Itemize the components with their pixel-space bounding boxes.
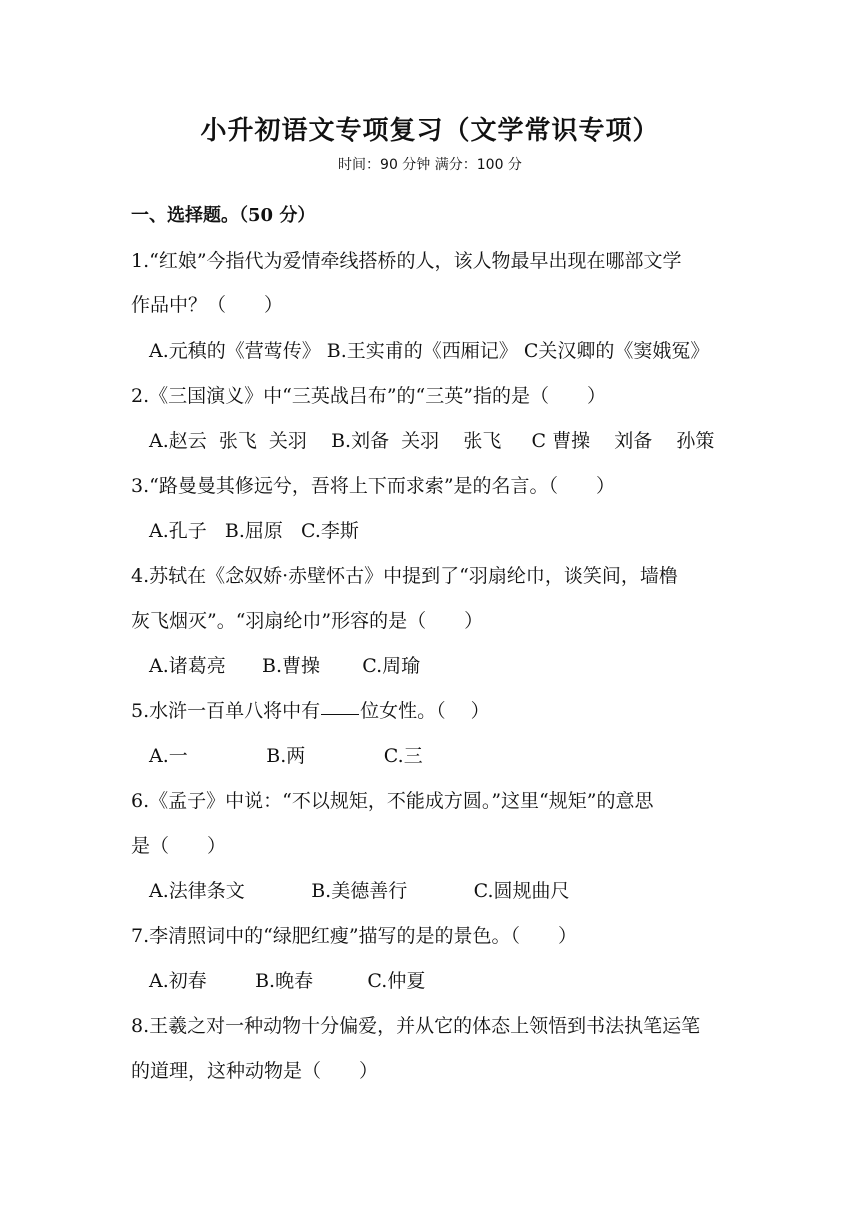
question-1-options: A.元稹的《营莺传》 B.王实甫的《西厢记》 C关汉卿的《窦娥冤》 xyxy=(149,340,710,362)
question-5-text-before-blank: 5.水浒一百单八将中有 xyxy=(131,700,321,722)
question-5-options: A.一 B.两 C.三 xyxy=(149,745,423,767)
question-3-line-1: 3.“路曼曼其修远兮，吾将上下而求索”是的名言。（ ） xyxy=(131,475,616,497)
question-1-line-1: 1.“红娘”今指代为爱情牵线搭桥的人，该人物最早出现在哪部文学 xyxy=(131,250,682,272)
question-4-line-2: 灰飞烟灭”。“羽扇纶巾”形容的是（ ） xyxy=(131,610,484,632)
question-6-line-2: 是（ ） xyxy=(131,835,227,857)
question-5-line-1 xyxy=(131,696,490,723)
question-7-options: A.初春 B.晚春 C.仲夏 xyxy=(149,970,426,992)
question-1-line-2: 作品中？（ ） xyxy=(131,294,284,316)
answer-blank xyxy=(321,713,359,715)
question-3-options: A.孔子 B.屈原 C.李斯 xyxy=(149,520,359,542)
question-6-line-1: 6.《孟子》中说：“不以规矩，不能成方圆。”这里“规矩”的意思 xyxy=(131,790,654,812)
question-5-text-after-blank: 位女性。（ ） xyxy=(360,700,490,722)
question-8-line-1: 8.王羲之对一种动物十分偏爱，并从它的体态上领悟到书法执笔运笔 xyxy=(131,1015,701,1037)
exam-info: 时间：90 分钟 满分：100 分 xyxy=(338,157,522,173)
question-2-line-1: 2.《三国演义》中“三英战吕布”的“三英”指的是（ ） xyxy=(131,385,606,407)
question-8-line-2: 的道理，这种动物是（ ） xyxy=(131,1060,379,1082)
section-heading: 一、选择题。（50 分） xyxy=(131,205,316,226)
document-title: 小升初语文专项复习（文学常识专项） xyxy=(200,116,660,146)
question-7-line-1: 7.李清照词中的“绿肥红瘦”描写的是的景色。（ ） xyxy=(131,925,578,947)
question-2-options: A.赵云 张飞 关羽 B.刘备 关羽 张飞 C 曹操 刘备 孙策 xyxy=(149,430,715,452)
question-4-line-1: 4.苏轼在《念奴娇·赤壁怀古》中提到了“羽扇纶巾，谈笑间，墙橹 xyxy=(131,565,678,587)
question-6-options: A.法律条文 B.美德善行 C.圆规曲尺 xyxy=(149,880,570,902)
question-4-options: A.诸葛亮 B.曹操 C.周瑜 xyxy=(149,655,421,677)
